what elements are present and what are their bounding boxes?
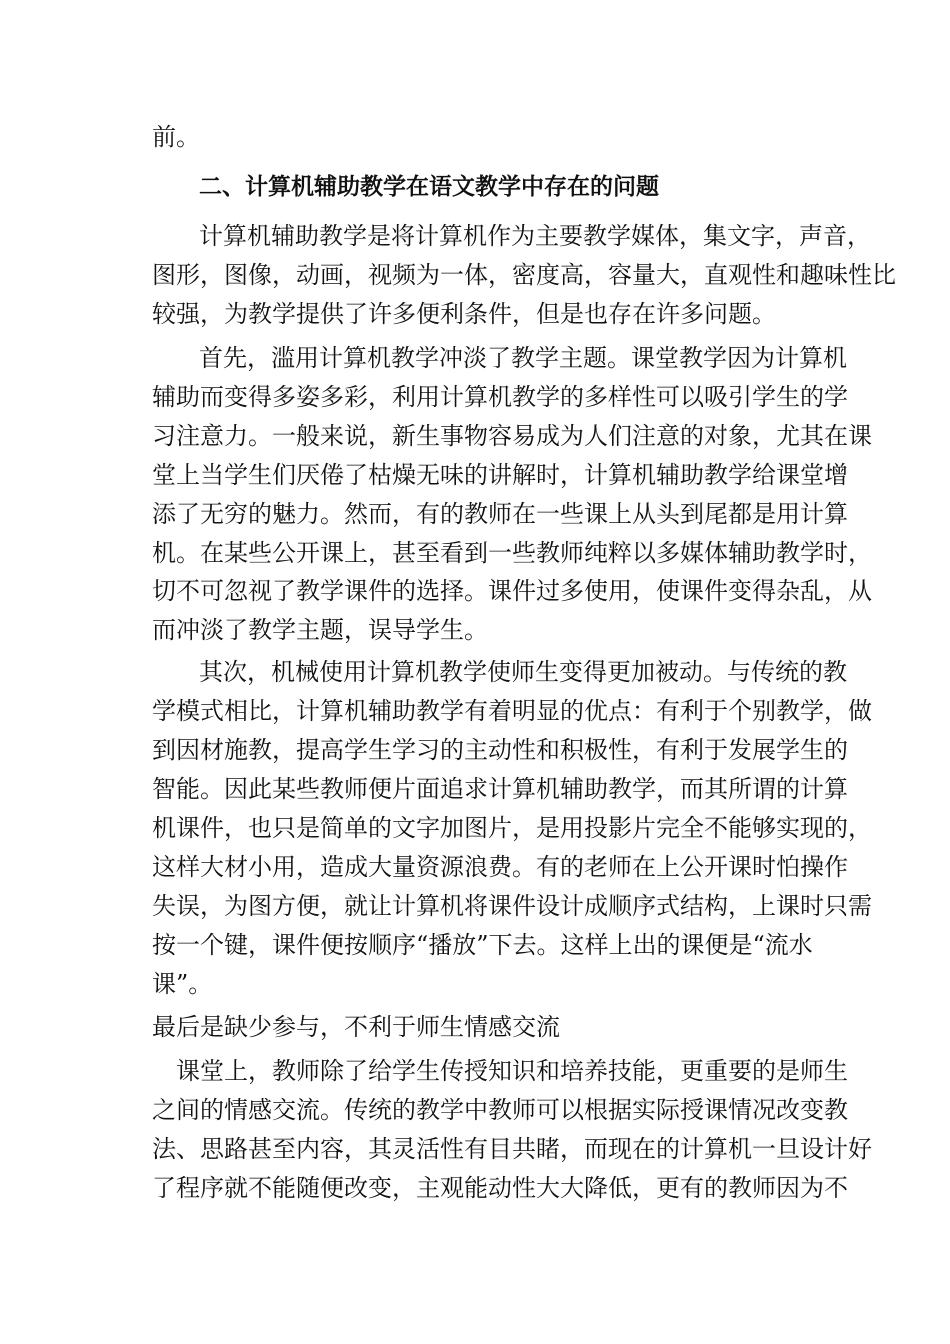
paragraph-line: 按一个键，课件便按顺序“播放”下去。这样上出的课便是“流水: [152, 931, 813, 959]
paragraph-line: 其次，机械使用计算机教学使师生变得更加被动。与传统的教: [199, 658, 847, 686]
section-heading: 二、计算机辅助教学在语文教学中存在的问题: [199, 174, 659, 200]
paragraph-line: 图形，图像，动画，视频为一体，密度高，容量大，直观性和趣味性比: [152, 261, 896, 289]
paragraph-line: 较强，为教学提供了许多便利条件，但是也存在许多问题。: [152, 300, 776, 328]
paragraph-line: 法、思路甚至内容，其灵活性有目共睹，而现在的计算机一旦设计好: [152, 1135, 872, 1163]
paragraph-line: 失误，为图方便，就让计算机将课件设计成顺序式结构，上课时只需: [152, 892, 872, 920]
paragraph-line: 首先，滥用计算机教学冲淡了教学主题。课堂教学因为计算机: [199, 344, 847, 372]
paragraph-line: 习注意力。一般来说，新生事物容易成为人们注意的对象，尤其在课: [152, 422, 872, 450]
paragraph-line: 机课件，也只是简单的文字加图片，是用投影片完全不能够实现的，: [152, 814, 872, 842]
paragraph-line: 课”。: [152, 970, 213, 998]
paragraph-line: 切不可忽视了教学课件的选择。课件过多使用，使课件变得杂乱，从: [152, 577, 872, 605]
paragraph-line: 之间的情感交流。传统的教学中教师可以根据实际授课情况改变教: [152, 1096, 848, 1124]
subheading: 最后是缺少参与，不利于师生情感交流: [152, 1013, 560, 1041]
paragraph-line: 辅助而变得多姿多彩，利用计算机教学的多样性可以吸引学生的学: [152, 383, 848, 411]
paragraph-line: 机。在某些公开课上，甚至看到一些教师纯粹以多媒体辅助教学时，: [152, 539, 872, 567]
text-fragment: 前。: [152, 123, 200, 151]
paragraph-line: 添了无穷的魅力。然而，有的教师在一些课上从头到尾都是用计算: [152, 500, 848, 528]
paragraph-line: 课堂上，教师除了给学生传授知识和培养技能，更重要的是师生: [176, 1057, 848, 1085]
paragraph-line: 计算机辅助教学是将计算机作为主要教学媒体，集文字，声音，: [199, 222, 871, 250]
paragraph-line: 了程序就不能随便改变，主观能动性大大降低，更有的教师因为不: [152, 1174, 848, 1202]
paragraph-line: 到因材施教，提高学生学习的主动性和积极性，有利于发展学生的: [152, 736, 848, 764]
paragraph-line: 这样大材小用，造成大量资源浪费。有的老师在上公开课时怕操作: [152, 853, 848, 881]
paragraph-line: 堂上当学生们厌倦了枯燥无味的讲解时，计算机辅助教学给课堂增: [152, 461, 848, 489]
paragraph-line: 学模式相比，计算机辅助教学有着明显的优点：有利于个别教学，做: [152, 697, 872, 725]
paragraph-line: 而冲淡了教学主题，误导学生。: [152, 616, 488, 644]
paragraph-line: 智能。因此某些教师便片面追求计算机辅助教学，而其所谓的计算: [152, 775, 848, 803]
